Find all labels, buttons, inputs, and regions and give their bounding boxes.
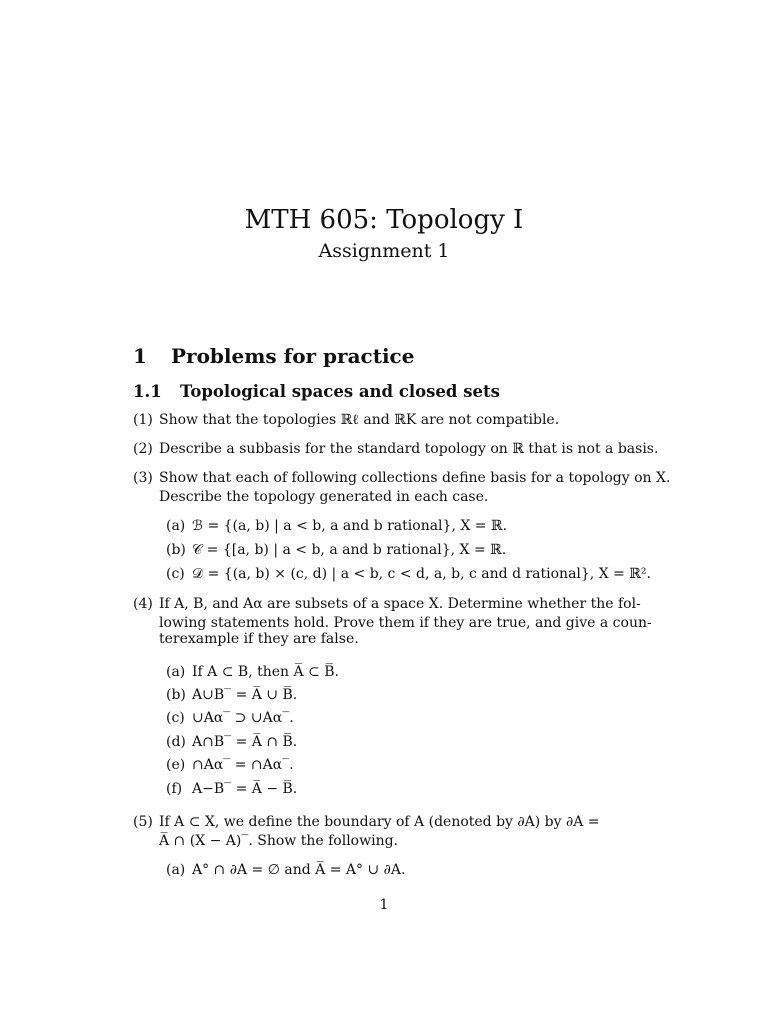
sub-item-text: A−B‾ = A̅ − B̅. [192,781,298,797]
sub-item-label: (c) [166,710,185,726]
problem-text: If A ⊂ X, we define the boundary of A (denoted by ∂A) by ∂A = [159,814,600,830]
problem-5 [133,813,600,832]
sub-item-text: ∩Aα‾ = ∩Aα‾. [192,757,294,773]
sub-item-label: (a) [166,862,186,878]
document-subtitle: Assignment 1 [318,240,450,262]
problem-2 [133,440,658,459]
subsection-heading [133,382,500,401]
sub-item [166,565,651,584]
section-heading [133,344,414,368]
section-title: Problems for practice [171,344,415,368]
sub-item-text: ∪Aα‾ ⊃ ∪Aα‾. [192,710,294,726]
sub-item [166,663,339,682]
sub-item [166,709,294,728]
sub-item [166,686,297,705]
problem-text: Describe a subbasis for the standard topology on ℝ that is not a basis. [159,441,659,457]
sub-item-label: (a) [166,664,186,680]
problem-4-continuation: lowing statements hold. Prove them if they are true, and give a coun- [159,615,652,631]
problem-4 [133,595,641,614]
sub-item [166,756,294,775]
sub-item-label: (a) [166,518,186,534]
problem-text: If A, B, and Aα are subsets of a space X. Determine whether the fol- [159,596,641,612]
sub-item-text: If A ⊂ B, then A̅ ⊂ B̅. [192,664,339,680]
subsection-number: 1.1 [133,382,162,401]
document-title: MTH 605: Topology I [244,205,524,235]
problem-3 [133,469,670,488]
problem-1 [133,411,559,430]
problem-text: Show that the topologies ℝℓ and ℝK are not compatible. [159,412,560,428]
sub-item-label: (b) [166,687,186,703]
sub-item-label: (c) [166,566,185,582]
problem-5-continuation: A̅ ∩ (X − A)‾. Show the following. [159,833,399,849]
sub-item [166,733,297,752]
sub-item-label: (d) [166,734,186,750]
sub-item [166,780,297,799]
sub-item-text: ℬ = {(a, b) | a < b, a and b rational}, X = ℝ. [192,518,508,534]
sub-item-text: 𝒟 = {(a, b) × (c, d) | a < b, c < d, a, b, c and d rational}, X = ℝ². [192,566,651,582]
sub-item [166,517,507,536]
sub-item-text: A∩B‾ = A̅ ∩ B̅. [192,734,298,750]
page-number: 1 [379,897,389,913]
problem-number: (5) [133,814,153,830]
problem-text: Show that each of following collections define basis for a topology on X. [159,470,671,486]
sub-item-label: (f) [166,781,183,797]
problem-number: (4) [133,596,153,612]
problem-4-continuation: terexample if they are false. [159,631,359,647]
sub-item-text: A∪B‾ = A̅ ∪ B̅. [192,687,298,703]
subsection-title: Topological spaces and closed sets [180,382,500,401]
problem-number: (2) [133,441,153,457]
sub-item [166,861,405,880]
problem-3-continuation: Describe the topology generated in each case. [159,489,489,505]
sub-item-text: 𝒞 = {[a, b) | a < b, a and b rational}, X = ℝ. [192,542,507,558]
sub-item [166,541,506,560]
problem-number: (1) [133,412,153,428]
sub-item-label: (b) [166,542,186,558]
section-number: 1 [133,344,147,368]
sub-item-label: (e) [166,757,186,773]
sub-item-text: A° ∩ ∂A = ∅ and A̅ = A° ∪ ∂A. [192,862,406,878]
problem-number: (3) [133,470,153,486]
